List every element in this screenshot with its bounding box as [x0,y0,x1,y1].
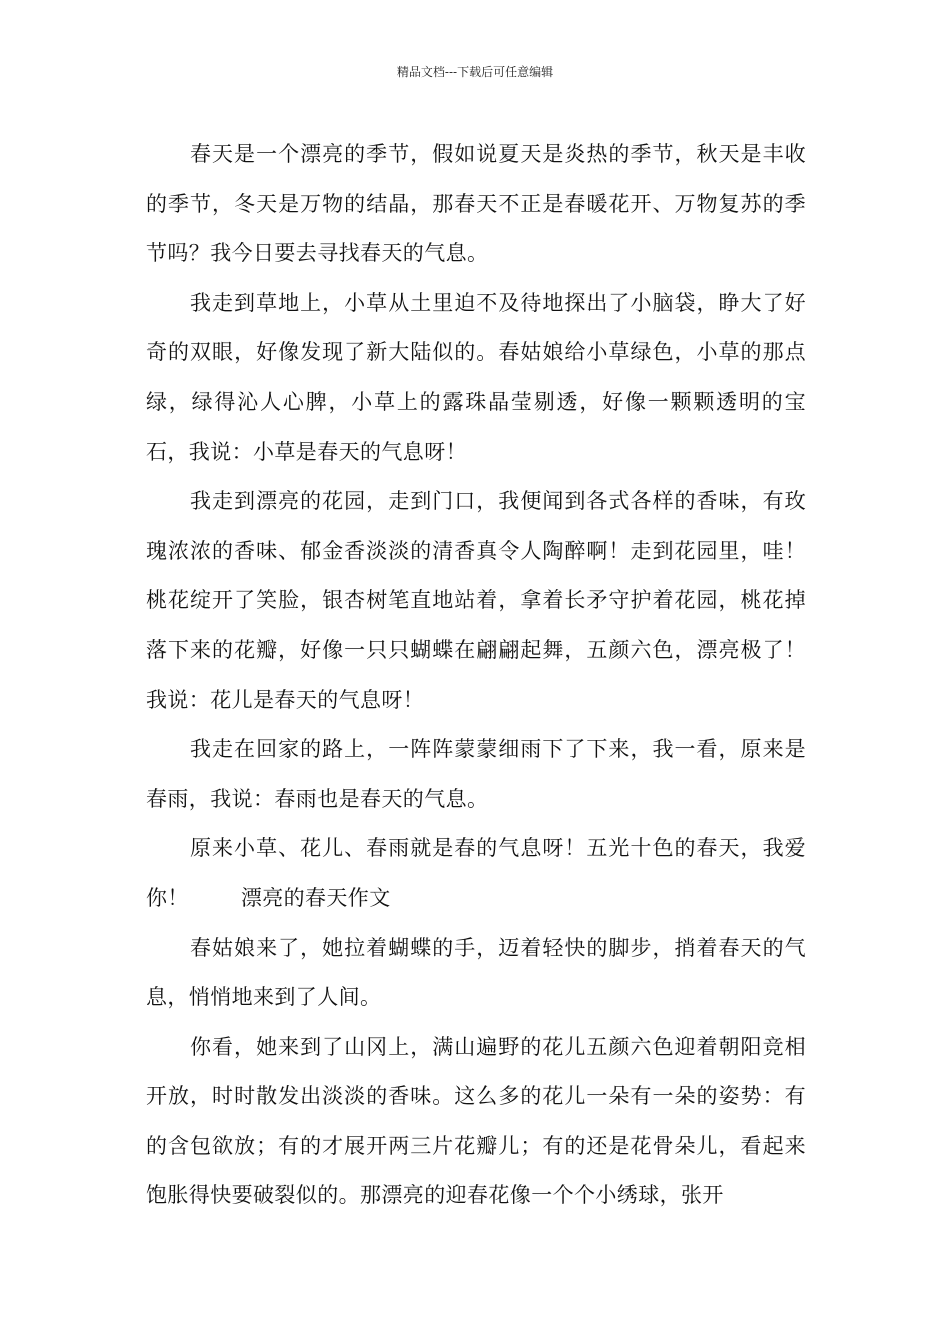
paragraph: 我走在回家的路上，一阵阵蒙蒙细雨下了下来，我一看，原来是春雨，我说：春雨也是春天的气息。 [146,737,806,811]
article-body [146,130,806,1221]
paragraph: 春天是一个漂亮的季节，假如说夏天是炎热的季节，秋天是丰收的季节，冬天是万物的结晶，那春天不正是春暖花开、万物复苏的季节吗？我今日要去寻找春天的气息。 [146,142,806,266]
paragraph-with-title [146,824,806,923]
article-title: 漂亮的春天作文 [240,885,391,910]
paragraph: 你看，她来到了山冈上，满山遍野的花儿五颜六色迎着朝阳竞相开放，时时散发出淡淡的香味。这么多的花儿一朵有一朵的姿势：有的含包欲放；有的才展开两三片花瓣儿；有的还是花骨朵儿，看起来饱胀得快要破裂似的。那漂亮的迎春花像一个个小绣球，张开 [146,1034,806,1208]
paragraph: 春姑娘来了，她拉着蝴蝶的手，迈着轻快的脚步，捎着春天的气息，悄悄地来到了人间。 [146,935,806,1010]
paragraph: 我走到草地上，小草从土里迫不及待地探出了小脑袋，睁大了好奇的双眼，好像发现了新大陆似的。春姑娘给小草绿色，小草的那点绿，绿得沁人心脾，小草上的露珠晶莹剔透，好像一颗颗透明的宝石，我说：小草是春天的气息呀！ [146,290,806,464]
paragraph: 我走到漂亮的花园，走到门口，我便闻到各式各样的香味，有玫瑰浓浓的香味、郁金香淡淡的清香真令人陶醉啊！走到花园里，哇！桃花绽开了笑脸，银杏树笔直地站着，拿着长矛守护着花园，桃花掉落下来的花瓣，好像一只只蝴蝶在翩翩起舞，五颜六色，漂亮极了！我说：花儿是春天的气息呀！ [146,489,806,712]
paragraph-text: 原来小草、花儿、春雨就是春的气息呀！五光十色的春天，我爱你！ [146,836,806,910]
page-header: 精品文档---下载后可任意编辑 [396,65,554,79]
